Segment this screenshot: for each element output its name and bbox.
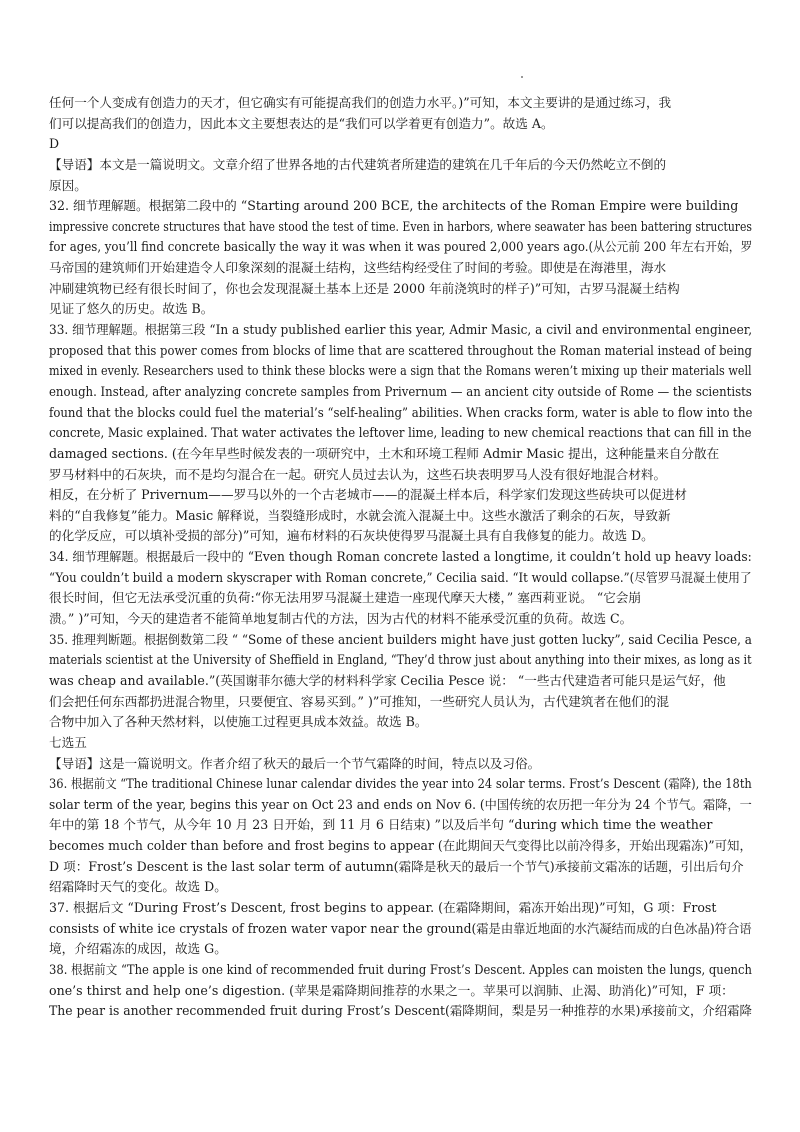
text-line: D (49, 136, 60, 152)
text-line: consists of white ice crystals of frozen water vapor near the ground(霜是由靠近地面的水汽凝结而成的白色冰晶)符合语 (49, 920, 752, 936)
text-line: 马帝国的建筑师们开始建造令人印象深刻的混凝土结构，这些结构经受住了时间的考验。即使是在海港里，海水 (49, 260, 667, 276)
text-line: 绍霜降时天气的变化。故选 D。 (49, 879, 227, 895)
text-line: 原因。 (49, 177, 87, 193)
text-line: 32. 细节理解题。根据第二段中的 “Starting around 200 BCE, the architects of the Roman Empire were building (49, 198, 739, 214)
text-line: 们可以提高我们的创造力，因此本文主要想表达的是“我们可以学着更有创造力”。故选 A。 (49, 115, 554, 131)
document-body (49, 93, 752, 1022)
text-line: impressive concrete structures that have stood the test of time. Even in harbors, where seawater has been battering structures (49, 218, 752, 234)
text-line: 料的“自我修复”能力。Masic 解释说，当裂缝形成时，水就会流入混凝土中。这些水激活了剩余的石灰，导致新 (49, 507, 671, 523)
text-line: 【导语】本文是一篇说明文。文章介绍了世界各地的古代建筑者所建造的建筑在几千年后的今天仍然屹立不倒的 (49, 156, 667, 172)
text-line: enough. Instead, after analyzing concrete samples from Privernum — an ancient city outside of Rome — the scientists (49, 383, 752, 399)
text-line: 相反，在分析了 Privernum——罗马以外的一个古老城市——的混凝土样本后，科学家们发现这些砖块可以促进材 (49, 487, 687, 503)
text-line: 37. 根据后文 “During Frost’s Descent, frost begins to appear. (在霜降期间，霜冻开始出现)”可知，G 项：Frost (49, 899, 717, 915)
stray-dot-mark (521, 76, 523, 78)
text-line: 年中的第 18 个节气，从今年 10 月 23 日开始，到 11 月 6 日结束) ”以及后半句 “during which time the weather (49, 817, 713, 833)
text-line: for ages, you’ll find concrete basically the way it was when it was poured 2,000 years ago.(从公元前 200 年左右开始，罗 (49, 239, 753, 255)
text-line: 38. 根据前文 “The apple is one kind of recommended fruit during Frost’s Descent. Apples can moisten the lungs, quench (49, 961, 752, 977)
text-line: D 项：Frost’s Descent is the last solar term of autumn(霜降是秋天的最后一个节气)承接前文霜冻的话题，引出后句介 (49, 858, 744, 874)
text-line: materials scientist at the University of Sheffield in England, “They’d throw just about anything into their mixes, as long as it (49, 652, 752, 668)
text-line: was cheap and available.”(英国谢菲尔德大学的材料科学家 Cecilia Pesce 说： “一些古代建造者可能只是运气好，他 (49, 672, 726, 688)
text-line: 见证了悠久的历史。故选 B。 (49, 301, 214, 317)
text-line: proposed that this power comes from blocks of lime that are scattered throughout the Roman material instead of being (49, 342, 752, 358)
text-line: 们会把任何东西都扔进混合物里，只要便宜、容易买到。” )”可推知，一些研究人员认为，古代建筑者在他们的混 (49, 693, 669, 709)
text-line: damaged sections. (在今年早些时候发表的一项研究中，土木和环境工程师 Admir Masic 提出，这种能量来自分散在 (49, 445, 720, 461)
text-line: 冲刷建筑物已经有很长时间了，你也会发现混凝土基本上还是 2000 年前浇筑时的样子)”可知，古罗马混凝土结构 (49, 280, 680, 296)
text-line: mixed in evenly. Researchers used to think these blocks were a sign that the Romans weren’t mixing up their materials well (49, 363, 752, 379)
text-line: 的化学反应，可以填补受损的部分)”可知，遍布材料的石灰块使得罗马混凝土具有自我修复的能力。故选 D。 (49, 528, 654, 544)
text-line: 罗马材料中的石灰块，而不是均匀混合在一起。研究人员过去认为，这些石块表明罗马人没有很好地混合材料。 (49, 466, 667, 482)
text-line: 境，介绍霜冻的成因，故选 G。 (49, 941, 227, 957)
text-line: 33. 细节理解题。根据第三段 “In a study published earlier this year, Admir Masic, a civil and environmental engineer, (49, 322, 753, 338)
text-line: 任何一个人变成有创造力的天才，但它确实有可能提高我们的创造力水平。)”可知，本文主要讲的是通过练习，我 (49, 95, 672, 110)
text-line: “You couldn’t build a modern skyscraper with Roman concrete,” Cecilia said. “It would collapse.”(尽管罗马混凝土使用了 (49, 569, 752, 585)
text-line: 合物中加入了各种天然材料，以使施工过程更具成本效益。故选 B。 (49, 714, 428, 730)
text-line: 35. 推理判断题。根据倒数第二段 “ “Some of these ancient builders might have just gotten lucky”, said Cecilia Pesce, a (49, 631, 752, 647)
text-line: 溃。” )”可知，今天的建造者不能简单地复制古代的方法，因为古代的材料不能承受沉重的负荷。故选 C。 (49, 611, 633, 627)
text-line: becomes much colder than before and frost begins to appear (在此期间天气变得比以前冷得多，开始出现霜冻)”可知， (49, 838, 752, 854)
text-line: 很长时间，但它无法承受沉重的负荷:“你无法用罗马混凝土建造一座现代摩天大楼，” 塞西莉亚说。 “它会崩 (49, 590, 641, 606)
text-line: solar term of the year, begins this year on Oct 23 and ends on Nov 6. (中国传统的农历把一年分为 24 个节气。霜降，一 (49, 796, 752, 812)
text-line: one’s thirst and help one’s digestion. (苹果是霜降期间推荐的水果之一。苹果可以润肺、止渴、助消化)”可知，F 项： (49, 982, 734, 998)
text-line: concrete, Masic explained. That water activates the leftover lime, leading to new chemical reactions that can fill in the (49, 425, 752, 441)
text-line: 34. 细节理解题。根据最后一段中的 “Even though Roman concrete lasted a longtime, it couldn’t hold up heavy loads: (49, 549, 752, 565)
text-line: 七选五 (49, 734, 87, 750)
text-line: 【导语】这是一篇说明文。作者介绍了秋天的最后一个节气霜降的时间，特点以及习俗。 (49, 755, 541, 771)
text-line: 36. 根据前文 “The traditional Chinese lunar calendar divides the year into 24 solar terms. Frost’s Descent (霜降), the 18th (49, 776, 752, 792)
text-line: found that the blocks could fuel the material’s “self-healing” abilities. When cracks form, water is able to flow into the (49, 404, 753, 420)
text-line: The pear is another recommended fruit during Frost’s Descent(霜降期间，梨是另一种推荐的水果)承接前文，介绍霜降 (49, 1003, 752, 1019)
